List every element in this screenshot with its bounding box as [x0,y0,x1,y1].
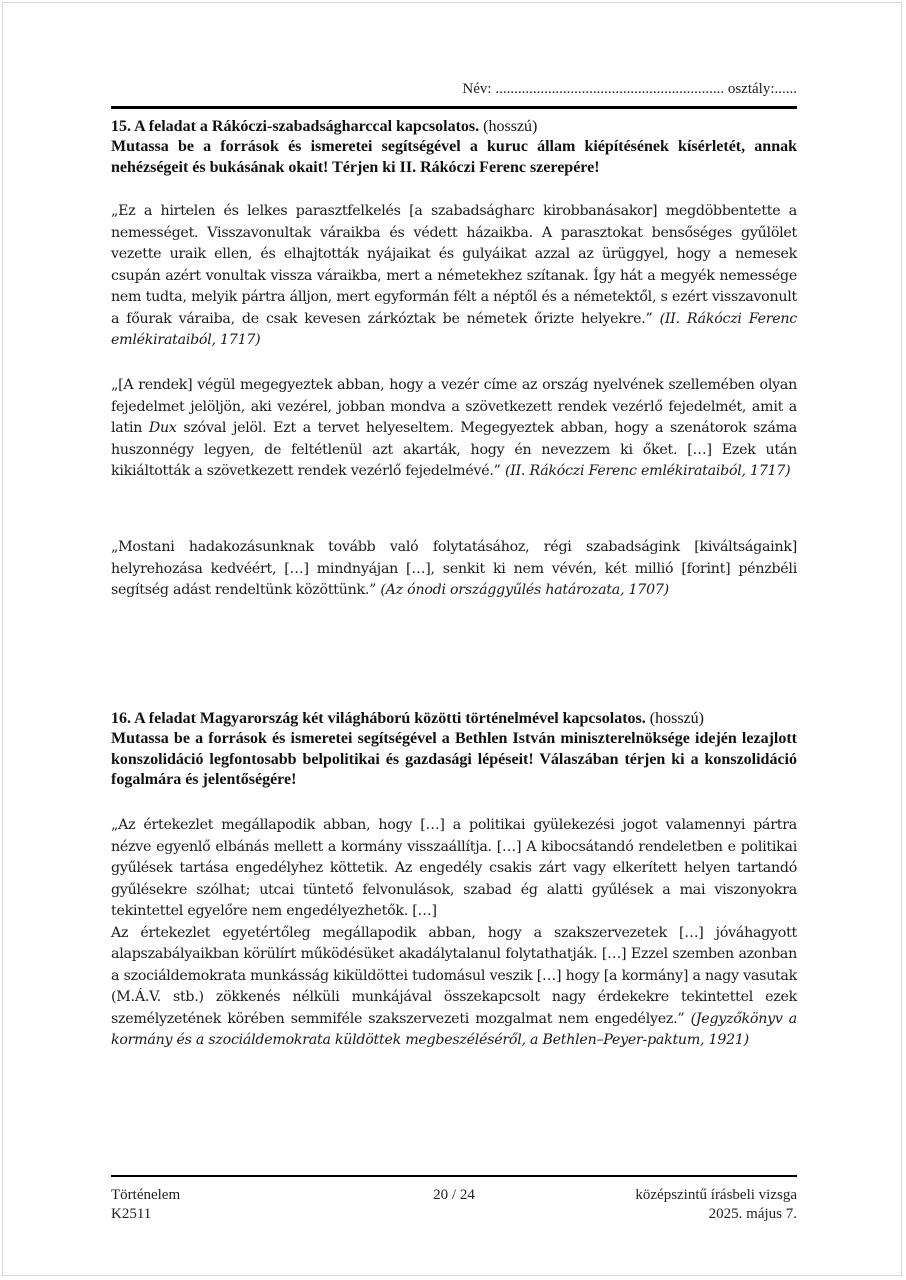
task-16-prompt: Mutassa be a források és ismeretei segítségével a Bethlen István miniszterelnöksége idején lezajlott konszolidáció legfontosabb belpolitikai és gazdasági lépéseit! Válaszában térjen ki a konszolidáció fogalmára és jelentőségére! [111,730,797,788]
task-15 [111,117,797,178]
quote-text: „Mostani hadakozásunknak tovább való folytatásához, régi szabadságink [kiváltságaink] helyrehozása kedvéért, […] mindnyájan […], senkit ki nem vévén, két millió [forint] pénzbéli segítség adást rendeltünk közöttünk.” [111,539,797,598]
name-field: ............................................................. [495,81,725,97]
quote-text: szóval jelöl. Ezt a tervet helyeseltem. Megegyeztek abban, hogy a szenátorok száma huszonnégy legyen, de feltétlenül azt akarták, hogy én nevezzem ki őket. […] Ezek után kikiáltották a szövetkezett rendek vezérlő fejedelmévé.” [111,420,797,479]
footer-right [635,1186,797,1224]
header-divider [111,106,797,109]
quote-citation: (II. Rákóczi Ferenc emlékirataiból, 1717) [504,463,791,479]
footer-subject: Történelem [111,1187,181,1203]
exam-page [2,2,902,1276]
quote-text: „[A rendek] végül megegyeztek abban, hogy a vezér címe az ország nyelvének szellemében olyan fejedelmet jelöljön, aki vezérel, jobban mondva a szövetkezett rendek vezérlő fejedelmét, amit a latin [111,377,797,436]
task-16-title-text: 16. A feladat Magyarország két világháború közötti történelmével kapcsolatos. [111,710,646,727]
footer-exam-level: középszintű írásbeli vizsga [635,1187,797,1203]
source-quote-part-2 [111,923,797,1052]
quote-text: Az értekezlet egyetértőleg megállapodik abban, hogy a szakszervezetek […] jóváhagyott alapszabályaikban körülírt működésüket akadálytalanul folytathatják. […] Ezzel szemben azonban a szociáldemokrata munkásság kiküldöttei tudomásul veszik […] hogy [a kormány] a nagy vasutak (M.Á.V. stb.) zökkenés nélküli munkájával összekapcsolt nagy érdekekre tekintettel ezek személyzetének körében semmiféle szakszervezeti mozgalmat nem engedélyez.” [111,924,797,1027]
task-16-source-1 [111,815,797,1052]
task-15-prompt: Mutassa be a források és ismeretei segítségével a kuruc állam kiépítésének kísérletét, annak nehézségeit és bukásának okait! Térjen ki II. Rákóczi Ferenc szerepére! [111,138,797,176]
task-16-title [111,709,797,729]
quote-italic-term: Dux [148,420,177,436]
footer-date: 2025. május 7. [708,1206,797,1222]
task-15-length-note: (hosszú) [483,118,538,135]
source-quote [111,537,797,602]
footer-divider [111,1175,797,1177]
source-quote [111,375,797,483]
task-16-length-note: (hosszú) [649,710,704,727]
name-label: Név: [462,81,492,97]
source-quote [111,201,797,352]
task-16 [111,709,797,791]
task-15-title [111,117,797,137]
task-15-title-text: 15. A feladat a Rákóczi-szabadságharccal kapcsolatos. [111,118,480,135]
quote-text: „Ez a hirtelen és lelkes parasztfelkelés [a szabadságharc kirobbanásakor] megdöbbentette a nemességet. Visszavonultak váraikba és védett házaikba. A parasztokat bensőséges gyűlölet vezette uraik ellen, és elhajtották nyájaikat és gulyáikat azzal az ürüggyel, hogy a nemesek csupán azért vonultak vissza váraikba, mert a németekhez szítanak. Így hát a megyék nemessége nem tudta, melyik pártra álljon, mert egyformán félt a néptől és a németektől, s ezért visszavonult a főurak váraiba, de csak kevesen zárkóztak be németek őrizte helyekre.” [111,203,797,327]
task-15-source-2 [111,375,797,483]
footer-code: K2511 [111,1206,152,1222]
page-header [111,81,797,98]
task-15-source-1 [111,201,797,352]
task-15-source-3 [111,537,797,602]
page-number: 20 / 24 [433,1187,475,1203]
source-quote-part-1: „Az értekezlet megállapodik abban, hogy […] a politikai gyülekezési jogot valamennyi pártra nézve egyenlő elbánás mellett a kormány visszaállítja. […] A kibocsátandó rendeletben e politikai gyűlések tartása engedélyhez köttetik. Az engedély csakis zárt vagy elkerített helyen tartandó gyűlésekre szólhat; utcai tüntető felvonulások, szabad ég alatti gyűlések a mai viszonyokra tekintettel egyelőre nem engedélyezhetők. […] [111,817,797,919]
quote-citation: (Az ónodi országgyűlés határozata, 1707) [380,582,669,598]
quote-citation: (II. Rákóczi Ferenc emlékirataiból, 1717) [111,310,797,348]
quote-citation: (Jegyzőkönyv a kormány és a szociáldemokrata küldöttek megbeszéléséről, a Bethlen–Peyer-paktum, 1921) [111,1010,797,1048]
class-field: osztály:...... [727,81,797,97]
